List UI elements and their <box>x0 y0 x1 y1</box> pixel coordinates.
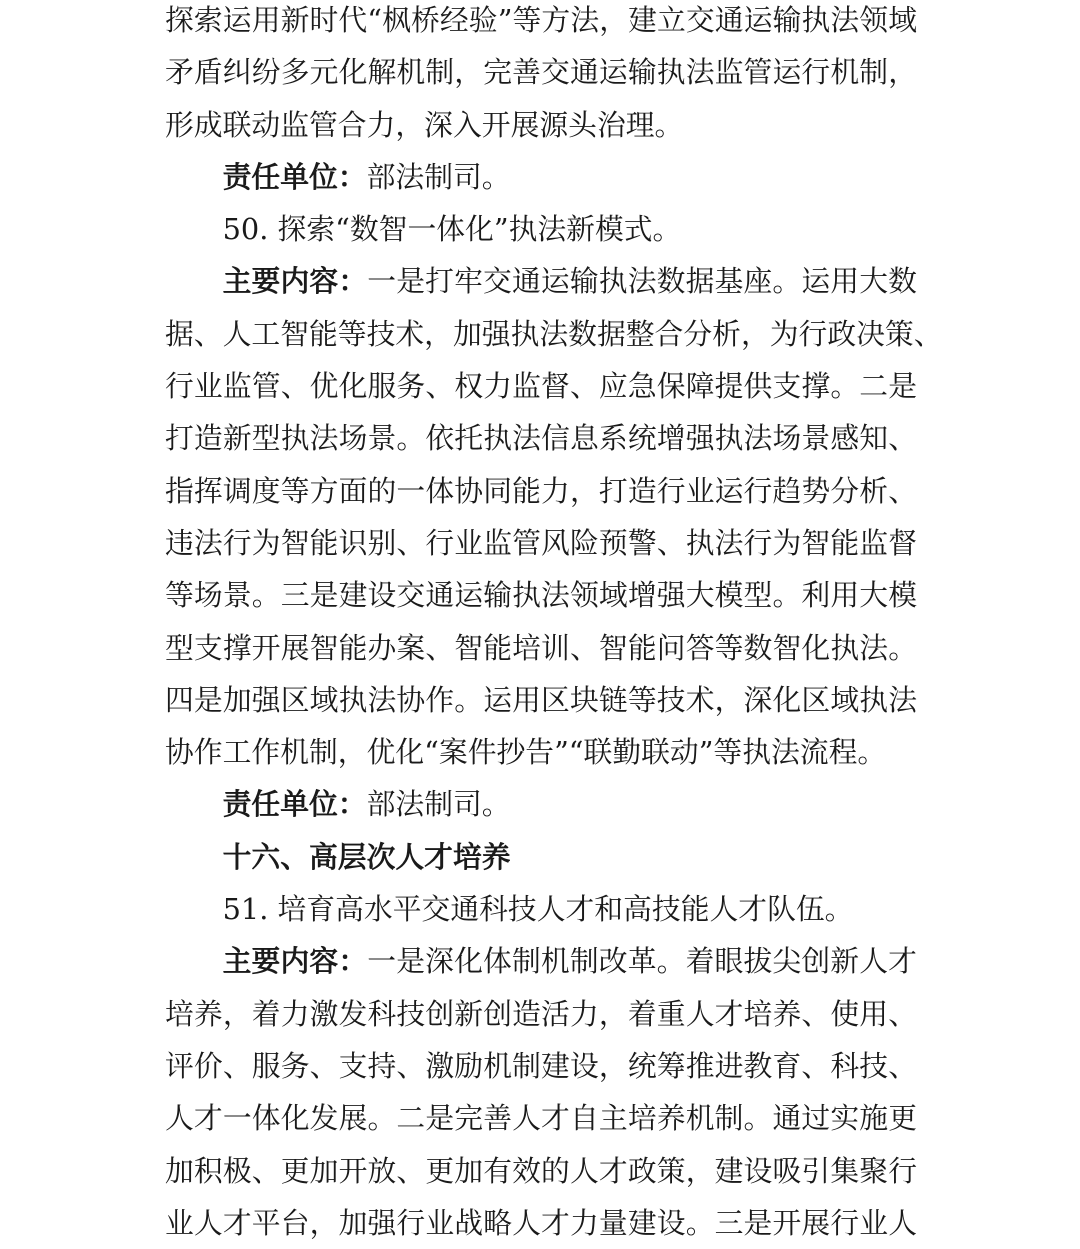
paragraph-line: 人才一体化发展。二是完善人才自主培养机制。通过实施更 <box>165 1101 917 1136</box>
paragraph-line: 探索运用新时代“枫桥经验”等方法，建立交通运输执法领域 <box>165 3 917 37</box>
paragraph-line: 等场景。三是建设交通运输执法领域增强大模型。利用大模 <box>165 578 917 613</box>
paragraph-line: 协作工作机制，优化“案件抄告”“联勤联动”等执法流程。 <box>165 735 887 770</box>
paragraph-line: 培养，着力激发科技创新创造活力，着重人才培养、使用、 <box>165 996 917 1031</box>
paragraph-line: 型支撑开展智能办案、智能培训、智能问答等数智化执法。 <box>165 630 917 665</box>
main-content-text: 一是深化体制机制改革。着眼拔尖创新人才 <box>367 944 917 979</box>
paragraph-line: 行业监管、优化服务、权力监督、应急保障提供支撑。二是 <box>165 369 917 404</box>
paragraph-line: 形成联动监管合力，深入开展源头治理。 <box>165 107 684 142</box>
main-content-label: 主要内容： <box>222 944 368 979</box>
responsible-unit-line <box>165 151 917 203</box>
main-content-line <box>165 255 917 307</box>
responsible-unit-value: 部法制司。 <box>366 787 511 822</box>
item-title-51: 51. 培育高水平交通科技人才和高技能人才队伍。 <box>222 892 854 927</box>
main-content-label: 主要内容： <box>222 264 368 299</box>
document-page <box>165 0 943 1249</box>
paragraph-line: 违法行为智能识别、行业监管风险预警、执法行为智能监督 <box>165 525 917 560</box>
responsible-unit-line <box>165 778 917 830</box>
paragraph-line: 指挥调度等方面的一体协同能力，打造行业运行趋势分析、 <box>165 473 917 508</box>
paragraph-line: 据、人工智能等技术，加强执法数据整合分析，为行政决策、 <box>165 316 943 351</box>
main-content-line <box>165 935 917 987</box>
paragraph-line: 业人才平台，加强行业战略人才力量建设。三是开展行业人 <box>165 1205 917 1240</box>
paragraph-line: 矛盾纠纷多元化解机制，完善交通运输执法监管运行机制， <box>165 55 917 90</box>
paragraph-line: 评价、服务、支持、激励机制建设，统筹推进教育、科技、 <box>165 1048 917 1083</box>
paragraph-line: 打造新型执法场景。依托执法信息系统增强执法场景感知、 <box>165 421 917 456</box>
main-content-text: 一是打牢交通运输执法数据基座。运用大数 <box>367 264 917 299</box>
section-heading-16: 十六、高层次人才培养 <box>222 839 511 874</box>
responsible-unit-label: 责任单位： <box>222 159 367 194</box>
paragraph-line: 四是加强区域执法协作。运用区块链等技术，深化区域执法 <box>165 682 917 717</box>
responsible-unit-label: 责任单位： <box>222 787 367 822</box>
paragraph-line: 加积极、更加开放、更加有效的人才政策，建设吸引集聚行 <box>165 1153 917 1188</box>
responsible-unit-value: 部法制司。 <box>366 159 511 194</box>
item-title-50: 50. 探索“数智一体化”执法新模式。 <box>222 212 682 247</box>
